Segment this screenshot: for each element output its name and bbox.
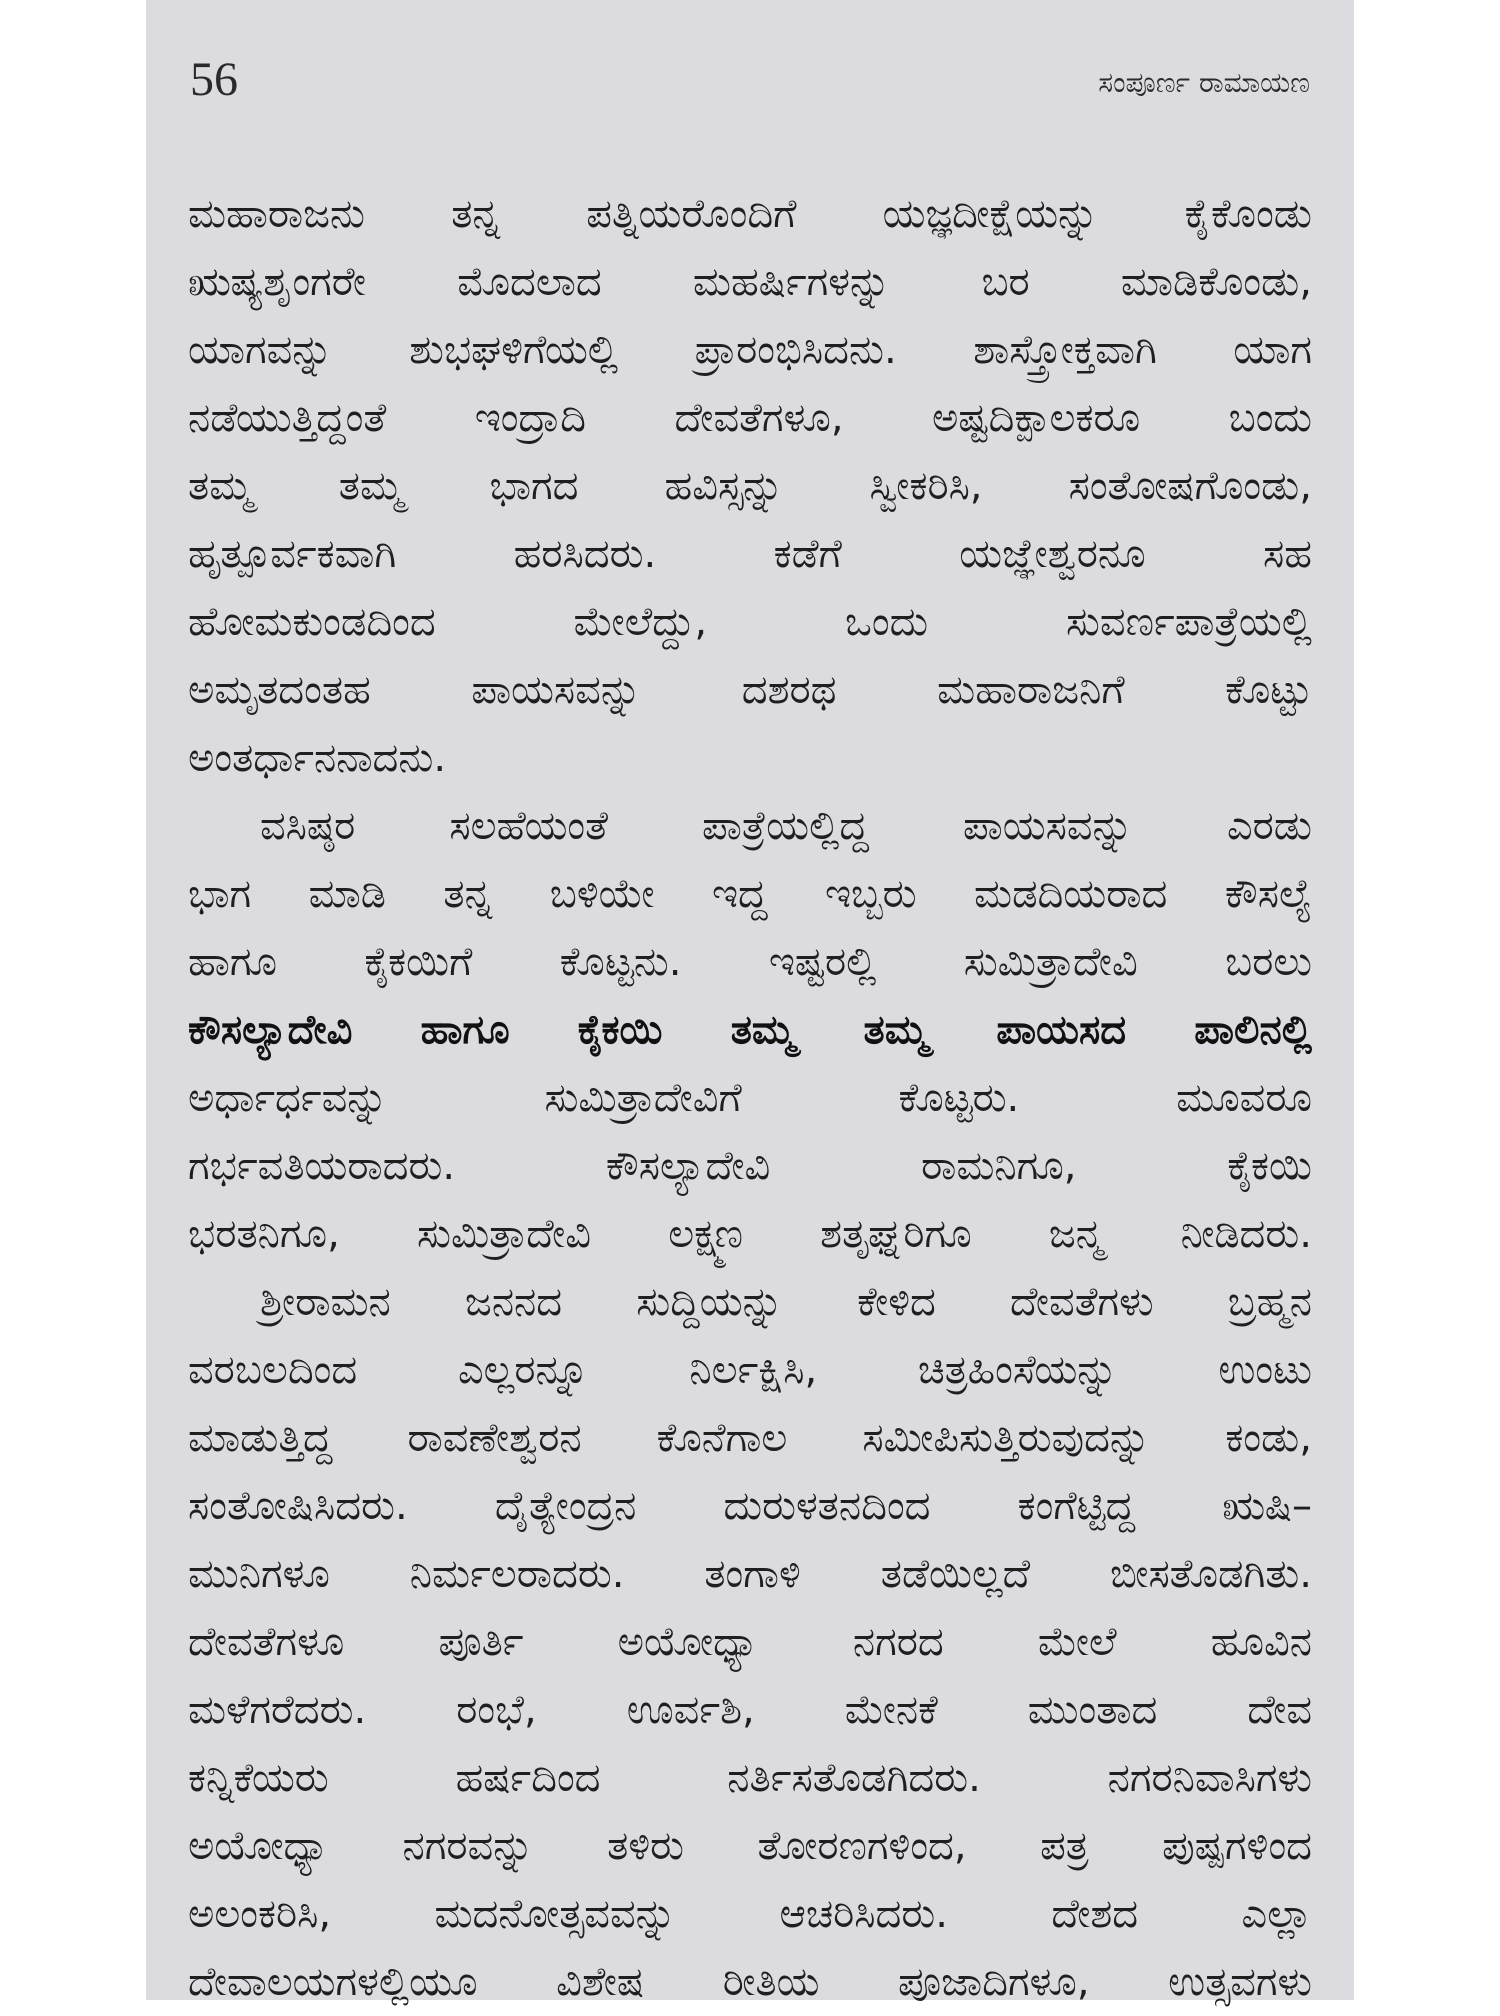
text-line: ಗರ್ಭವತಿಯರಾದರು. ಕೌಸಲ್ಯಾದೇವಿ ರಾಮನಿಗೂ, ಕೈಕಯಿ <box>188 1143 1312 1189</box>
text-line: ಸಂತೋಷಿಸಿದರು. ದೈತ್ಯೇಂದ್ರನ ದುರುಳತನದಿಂದ ಕಂಗೆಟ್ಟಿದ್ದ ಋಷಿ– <box>188 1483 1312 1529</box>
text-line: ಹಾಗೂ ಕೈಕಯಿಗೆ ಕೊಟ್ಟನು. ಇಷ್ಟರಲ್ಲಿ ಸುಮಿತ್ರಾದೇವಿ ಬರಲು <box>188 939 1312 985</box>
text-line: ಕೌಸಲ್ಯಾದೇವಿ ಹಾಗೂ ಕೈಕಯಿ ತಮ್ಮ ತಮ್ಮ ಪಾಯಸದ ಪಾಲಿನಲ್ಲಿ <box>188 1007 1312 1053</box>
text-line: ಕನ್ನಿಕೆಯರು ಹರ್ಷದಿಂದ ನರ್ತಿಸತೊಡಗಿದರು. ನಗರನಿವಾಸಿಗಳು <box>188 1755 1312 1801</box>
text-line: ಅಂತರ್ಧಾನನಾದನು. <box>188 735 447 781</box>
paragraph-start-line: ಶ್ರೀರಾಮನ ಜನನದ ಸುದ್ದಿಯನ್ನು ಕೇಳಿದ ದೇವತೆಗಳು ಬ್ರಹ್ಮನ <box>260 1279 1312 1325</box>
paragraph-start-line: ವಸಿಷ್ಠರ ಸಲಹೆಯಂತೆ ಪಾತ್ರೆಯಲ್ಲಿದ್ದ ಪಾಯಸವನ್ನು ಎರಡು <box>260 803 1312 849</box>
page-header <box>190 52 1310 112</box>
running-title: ಸಂಪೂರ್ಣ ರಾಮಾಯಣ <box>1098 66 1310 99</box>
text-line: ಹೃತ್ಪೂರ್ವಕವಾಗಿ ಹರಸಿದರು. ಕಡೆಗೆ ಯಜ್ಞೇಶ್ವರನೂ ಸಹ <box>188 531 1312 577</box>
text-line: ಹೋಮಕುಂಡದಿಂದ ಮೇಲೆದ್ದು, ಒಂದು ಸುವರ್ಣಪಾತ್ರೆಯಲ್ಲಿ <box>188 599 1312 645</box>
text-line: ತಮ್ಮ ತಮ್ಮ ಭಾಗದ ಹವಿಸ್ಸನ್ನು ಸ್ವೀಕರಿಸಿ, ಸಂತೋಷಗೊಂಡು, <box>188 463 1312 509</box>
page-number: 56 <box>190 53 238 106</box>
text-line: ದೇವತೆಗಳೂ ಪೂರ್ತಿ ಅಯೋಧ್ಯಾ ನಗರದ ಮೇಲೆ ಹೂವಿನ <box>188 1619 1312 1665</box>
text-line: ಮುನಿಗಳೂ ನಿರ್ಮಲರಾದರು. ತಂಗಾಳಿ ತಡೆಯಿಲ್ಲದೆ ಬೀಸತೊಡಗಿತು. <box>188 1551 1312 1597</box>
text-line: ಮಾಡುತ್ತಿದ್ದ ರಾವಣೇಶ್ವರನ ಕೊನೆಗಾಲ ಸಮೀಪಿಸುತ್ತಿರುವುದನ್ನು ಕಂಡು, <box>188 1415 1312 1461</box>
text-line: ಮಹಾರಾಜನು ತನ್ನ ಪತ್ನಿಯರೊಂದಿಗೆ ಯಜ್ಞದೀಕ್ಷೆಯನ್ನು ಕೈಕೊಂಡು <box>188 191 1312 237</box>
text-line: ಋಷ್ಯಶೃಂಗರೇ ಮೊದಲಾದ ಮಹರ್ಷಿಗಳನ್ನು ಬರ ಮಾಡಿಕೊಂಡು, <box>188 259 1312 305</box>
scanned-page <box>146 0 1354 2005</box>
text-line: ಭಾಗ ಮಾಡಿ ತನ್ನ ಬಳಿಯೇ ಇದ್ದ ಇಬ್ಬರು ಮಡದಿಯರಾದ ಕೌಸಲ್ಯೆ <box>188 871 1312 917</box>
text-line: ದೇವಾಲಯಗಳಲ್ಲಿಯೂ ವಿಶೇಷ ರೀತಿಯ ಪೂಜಾದಿಗಳೂ, ಉತ್ಸವಗಳು <box>188 1959 1312 2005</box>
text-line: ನಡೆಯುತ್ತಿದ್ದಂತೆ ಇಂದ್ರಾದಿ ದೇವತೆಗಳೂ, ಅಷ್ಟದಿಕ್ಪಾಲಕರೂ ಬಂದು <box>188 395 1312 441</box>
text-line: ಅಯೋಧ್ಯಾ ನಗರವನ್ನು ತಳಿರು ತೋರಣಗಳಿಂದ, ಪತ್ರ ಪುಷ್ಪಗಳಿಂದ <box>188 1823 1312 1869</box>
body-text <box>188 180 1312 2016</box>
text-line: ಭರತನಿಗೂ, ಸುಮಿತ್ರಾದೇವಿ ಲಕ್ಷ್ಮಣ ಶತೃಘ್ನರಿಗೂ ಜನ್ಮ ನೀಡಿದರು. <box>188 1211 1312 1257</box>
text-line: ಅಮೃತದಂತಹ ಪಾಯಸವನ್ನು ದಶರಥ ಮಹಾರಾಜನಿಗೆ ಕೊಟ್ಟು <box>188 667 1312 713</box>
text-line: ಅಲಂಕರಿಸಿ, ಮದನೋತ್ಸವವನ್ನು ಆಚರಿಸಿದರು. ದೇಶದ ಎಲ್ಲಾ <box>188 1891 1312 1937</box>
text-line: ಅರ್ಧಾರ್ಧವನ್ನು ಸುಮಿತ್ರಾದೇವಿಗೆ ಕೊಟ್ಟರು. ಮೂವರೂ <box>188 1075 1312 1121</box>
text-line: ಯಾಗವನ್ನು ಶುಭಘಳಿಗೆಯಲ್ಲಿ ಪ್ರಾರಂಭಿಸಿದನು. ಶಾಸ್ತ್ರೋಕ್ತವಾಗಿ ಯಾಗ <box>188 327 1312 373</box>
text-line: ಮಳೆಗರೆದರು. ರಂಭೆ, ಊರ್ವಶಿ, ಮೇನಕೆ ಮುಂತಾದ ದೇವ <box>188 1687 1312 1733</box>
text-line: ವರಬಲದಿಂದ ಎಲ್ಲರನ್ನೂ ನಿರ್ಲಕ್ಷಿಸಿ, ಚಿತ್ರಹಿಂಸೆಯನ್ನು ಉಂಟು <box>188 1347 1312 1393</box>
